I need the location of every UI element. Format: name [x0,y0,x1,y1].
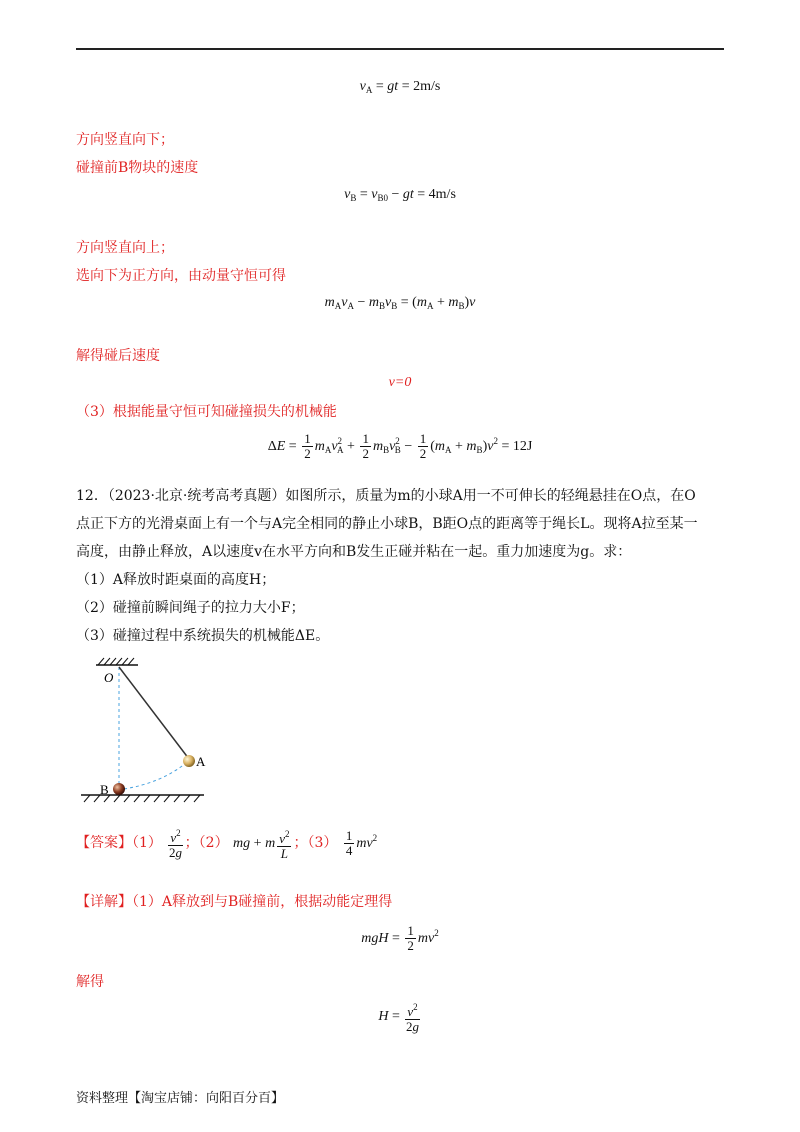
text-solve: 解得 [76,974,104,990]
problem-line-3: 高度，由静止释放，A以速度v在水平方向和B发生正碰并粘在一起。重力加速度为g。求： [76,544,632,560]
text-direction-up: 方向竖直向上； [76,240,174,256]
equation-v-zero: v=0 [388,375,412,390]
ceiling-support [96,658,138,665]
label-a: A [196,754,206,769]
text-solve-velocity: 解得碰后速度 [76,348,160,364]
answer-tag: 【答案】 [76,835,132,851]
question-1: （1）A释放时距桌面的高度H； [76,572,276,588]
header-rule [76,48,724,50]
equation-delta-e: ΔE = $\frac{1}{2}$ $m_Av^2_A$ + $\frac{1}{2}$ $m_Bv^2_B$ − $\frac{1}{2}$ $(m_A + m_B)v^2 = 12J$ [267,431,533,462]
ball-a [183,755,195,767]
problem-line-2: 点正下方的光滑桌面上有一个与A完全相同的静止小球B，B距O点的距离等于绳长L。现将A拉至某一 [76,516,698,532]
footer-source: 资料整理【淘宝店铺：向阳百分百】 [76,1091,285,1106]
problem-line-1: 12．（2023·北京·统考高考真题）如图所示，质量为m的小球A用一不可伸长的轻绳悬挂在O点，在O [76,488,696,504]
detail-row [76,892,392,912]
equation-mgh: mgH = $\frac{1}{2}$ $mv^2$ [361,923,439,954]
pendulum-figure [76,655,216,805]
equation-va: $v_A$ = gt = 2m/s [359,79,441,95]
equation-h: H = $\frac{v^2}{2g}$ [378,1002,420,1034]
answer-3-formula: $\frac{1}{4}$ $mv^2$ [345,828,378,859]
answer-1-formula: $\frac{v^2}{2g}$ [169,828,183,860]
answer-part-1: （1） [132,835,162,851]
text-direction-down: 方向竖直向下； [76,132,174,148]
answer-sep-2: ；（3） [293,835,338,851]
text-energy-loss: （3）根据能量守恒可知碰撞损失的机械能 [76,404,337,420]
problem-12-text [76,482,726,650]
question-3: （3）碰撞过程中系统损失的机械能ΔE。 [76,628,330,644]
question-2: （2）碰撞前瞬间绳子的拉力大小F； [76,600,305,616]
answer-row [76,826,377,861]
ball-b [113,783,125,795]
label-b: B [100,782,109,797]
answer-2-formula: mg + m $\frac{v^2}{L}$ [233,828,290,861]
label-o: O [104,670,114,685]
detail-text: （1）A释放到与B碰撞前，根据动能定理得 [132,894,393,910]
rope [119,667,189,759]
text-momentum: 选向下为正方向，由动量守恒可得 [76,268,286,284]
equation-momentum: $m_Av_A - m_Bv_B = (m_A + m_B)v$ [324,295,476,311]
answer-sep-1: ；（2） [184,835,229,851]
swing-arc [124,763,186,789]
equation-vb: $v_B = v_{B0}$ − gt = 4m/s [344,187,456,203]
detail-tag: 【详解】 [76,894,132,910]
text-b-velocity: 碰撞前B物块的速度 [76,160,199,176]
